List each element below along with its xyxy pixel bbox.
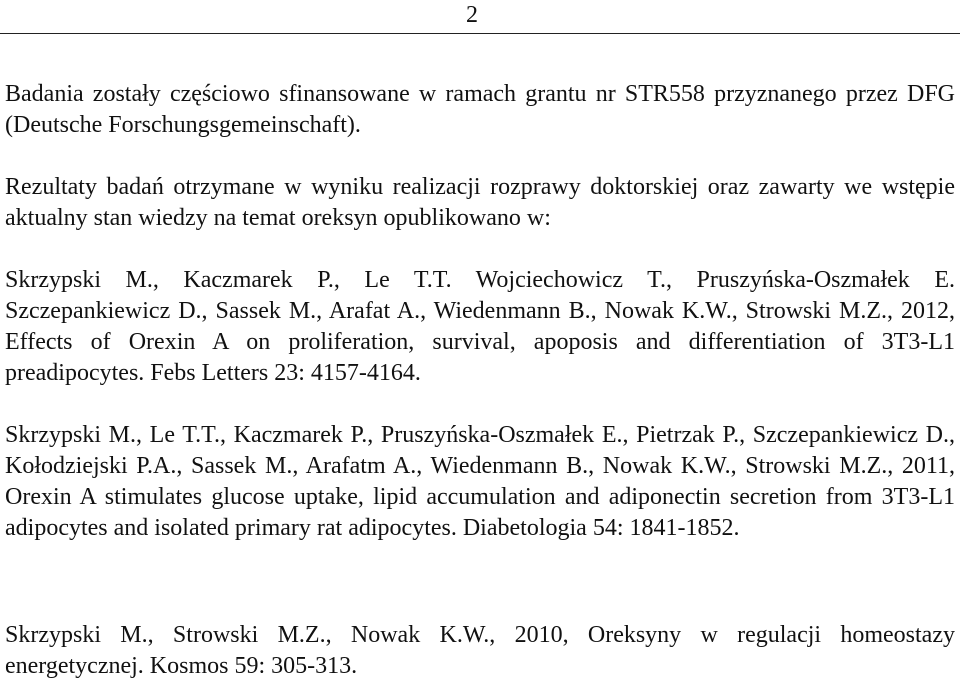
reference-entry: Skrzypski M., Kaczmarek P., Le T.T. Wojciechowicz T., Pruszyńska-Oszmałek E. Szczepankiewicz D., Sassek M., Arafat A., Wiedenmann B., Nowak K.W., Strowski M.Z., 2012, Effects of Orexin A on proliferation, survival, apoposis and differentiation of 3T3-L1 preadipocytes. Febs Letters 23: 4157-4164. [5,267,955,386]
reference-entry: Skrzypski M., Le T.T., Kaczmarek P., Pruszyńska-Oszmałek E., Pietrzak P., Szczepankiewicz D., Kołodziejski P.A., Sassek M., Arafatm A., Wiedenmann B., Nowak K.W., Strowski M.Z., 2011, Orexin A stimulates glucose uptake, lipid accumulation and adiponectin secretion from 3T3-L1 adipocytes and isolated primary rat adipocytes. Diabetologia 54: 1841-1852. [5,422,955,541]
reference-entry: Skrzypski M., Strowski M.Z., Nowak K.W., 2010, Oreksyny w regulacji homeostazy energetycznej. Kosmos 59: 305-313. [5,622,955,679]
publications-intro-paragraph: Rezultaty badań otrzymane w wyniku realizacji rozprawy doktorskiej oraz zawarty we wstępie aktualny stan wiedzy na temat oreksyn opublikowano w: [5,174,955,231]
funding-paragraph: Badania zostały częściowo sfinansowane w ramach grantu nr STR558 przyznanego przez DFG (Deutsche Forschungsgemeinschaft). [5,81,955,138]
header-rule [0,33,960,34]
page-number: 2 [466,2,478,28]
